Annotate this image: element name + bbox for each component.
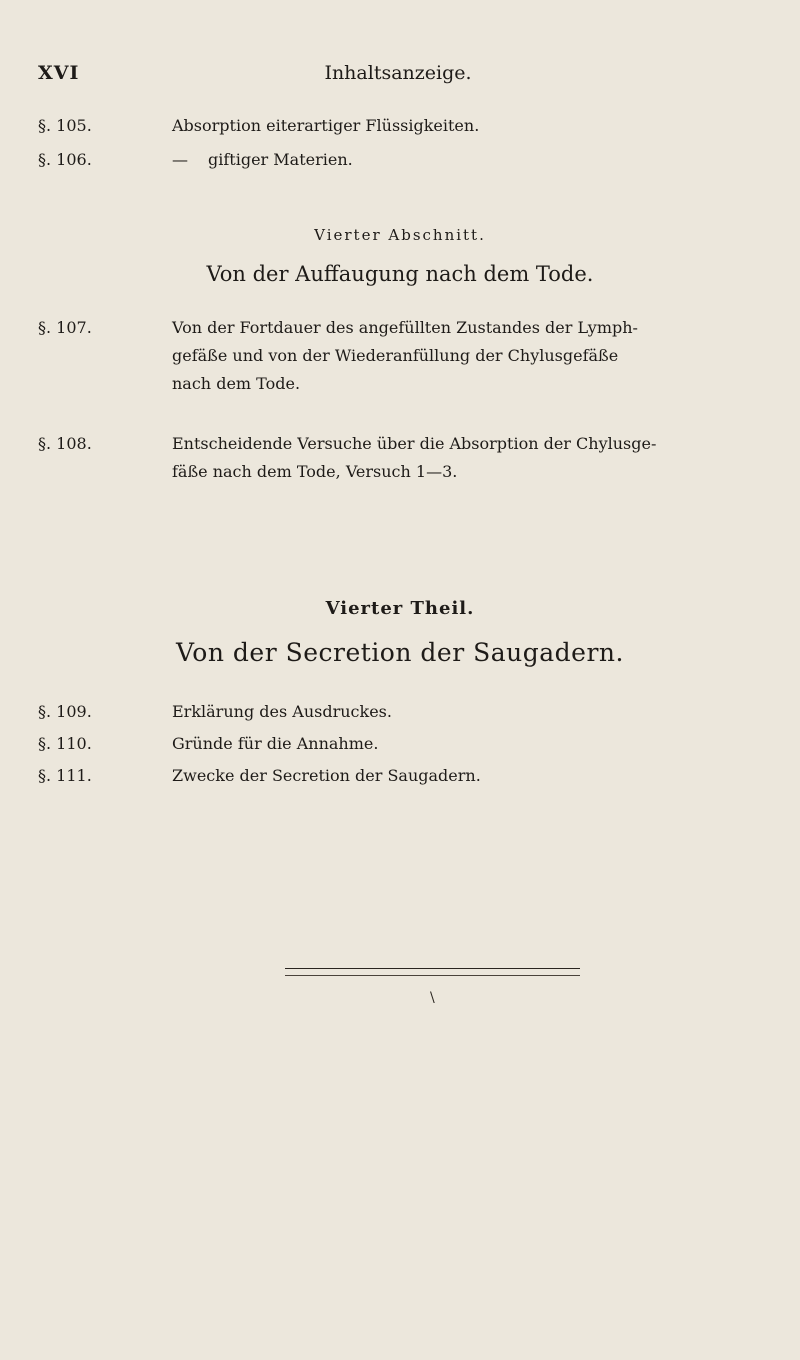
entry-text: giftiger Materien. bbox=[208, 150, 353, 169]
part-title: Von der Secretion der Saugadern. bbox=[176, 638, 624, 667]
toc-entry bbox=[38, 730, 758, 758]
section-number: §. 106. bbox=[38, 150, 92, 169]
entry-line: gefäße und von der Wiederanfüllung der Chylusgefäße bbox=[172, 346, 619, 365]
part-label: Vierter Theil. bbox=[325, 598, 475, 619]
closing-rule bbox=[285, 968, 580, 969]
section-label: Vierter Abschnitt. bbox=[314, 226, 486, 244]
stray-mark: \ bbox=[430, 990, 435, 1006]
section-number: §. 110. bbox=[38, 734, 92, 753]
ditto-dash: — bbox=[172, 150, 188, 169]
page-number: XVI bbox=[38, 62, 80, 84]
toc-entry bbox=[38, 698, 758, 726]
toc-entry bbox=[38, 146, 758, 174]
entry-text: Zwecke der Secretion der Saugadern. bbox=[172, 766, 481, 785]
closing-rule bbox=[285, 975, 580, 976]
section-number: §. 111. bbox=[38, 766, 92, 785]
toc-entry bbox=[38, 112, 758, 140]
toc-entry bbox=[38, 314, 758, 398]
section-title: Von der Auffaugung nach dem Tode. bbox=[206, 262, 594, 286]
page-header bbox=[38, 62, 758, 96]
running-head: Inhaltsanzeige. bbox=[324, 62, 472, 84]
section-number: §. 105. bbox=[38, 116, 92, 135]
entry-line: Von der Fortdauer des angefüllten Zustandes der Lymph- bbox=[172, 318, 638, 337]
entry-line: Entscheidende Versuche über die Absorption der Chylusge- bbox=[172, 434, 657, 453]
section-number: §. 109. bbox=[38, 702, 92, 721]
section-number: §. 107. bbox=[38, 318, 92, 337]
toc-entry bbox=[38, 430, 758, 486]
entry-text: Erklärung des Ausdruckes. bbox=[172, 702, 392, 721]
toc-entry bbox=[38, 762, 758, 790]
section-number: §. 108. bbox=[38, 434, 92, 453]
entry-line: fäße nach dem Tode, Versuch 1—3. bbox=[172, 462, 458, 481]
entry-line: nach dem Tode. bbox=[172, 374, 301, 393]
entry-text: Absorption eiterartiger Flüssigkeiten. bbox=[172, 116, 480, 135]
entry-text: Gründe für die Annahme. bbox=[172, 734, 379, 753]
